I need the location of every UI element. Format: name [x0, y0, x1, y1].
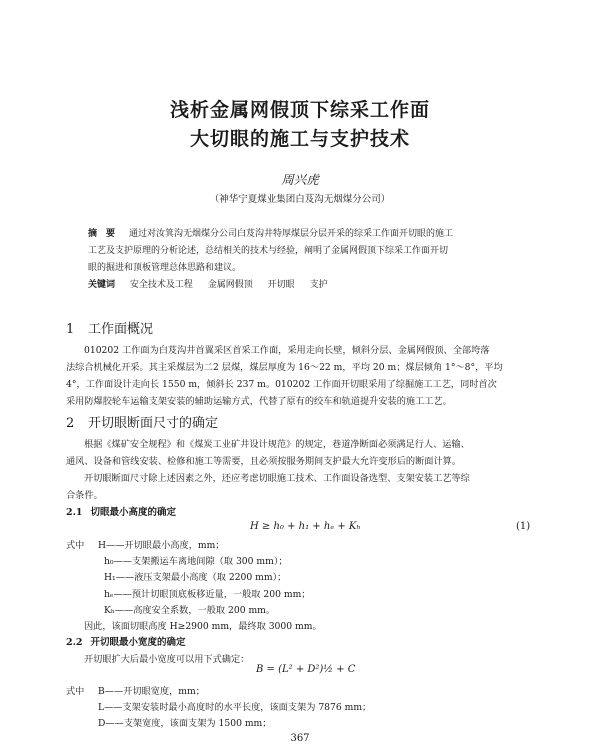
section2-p1-line2: 通风、设备和管线安装、检修和施工等需要，且必须按服务期间支护最大允许变形后的断面计算。 — [66, 456, 462, 467]
abstract-line2: 工艺及支护原理的分析论述，总结相关的技术与经验，阐明了金属网假顶下综采工作面开切 — [88, 246, 449, 256]
section-2-heading — [66, 412, 218, 431]
keywords-line — [88, 277, 528, 294]
abstract-label: 摘 要 — [88, 229, 116, 239]
variable-definition: D——支架宽度，该面支架为 1500 mm； — [98, 718, 272, 729]
keyword-item: 支护 — [309, 280, 328, 290]
section-number: 2 — [66, 416, 75, 431]
equation-2: B = (L² + D²)½ + C — [256, 664, 356, 675]
abstract-line3: 眼的掘进和顶板管理总体思路和建议。 — [88, 263, 242, 273]
intro-text: 开切眼扩大后最小宽度可以用下式确定： — [84, 654, 250, 665]
page-number: 367 — [290, 733, 310, 744]
variable-definition: H₁——液压支架最小高度（取 2200 mm）； — [104, 572, 287, 583]
subsection-title: 开切眼最小宽度的确定 — [90, 637, 186, 648]
variable-definition: L——支架安装时最小高度时的水平长度，该面支架为 7876 mm； — [98, 702, 372, 713]
keyword-item: 开切眼 — [267, 280, 295, 290]
where-label: 式中 — [66, 540, 85, 551]
where-label: 式中 — [66, 686, 85, 697]
section2-p1-line1: 根据《煤矿安全规程》和《煤炭工业矿井设计规范》的规定，巷道净断面必须满足行人、运输、 — [84, 439, 470, 450]
section-title: 工作面概况 — [88, 322, 154, 337]
subsection-title: 切眼最小高度的确定 — [90, 507, 177, 518]
section-1-heading — [66, 318, 153, 337]
section1-line1: 010202 工作面为白芨沟井首翼采区首采工作面，采用走向长壁，倾斜分层、金属网假顶、全部垮落 — [84, 345, 490, 356]
abstract-line1 — [88, 226, 528, 243]
subsection-number: 2.2 — [66, 637, 83, 648]
equation-number: (1) — [516, 521, 531, 532]
affiliation: （神华宁夏煤业集团白芨沟无烟煤分公司） — [209, 194, 391, 205]
author-name: 周兴虎 — [281, 172, 319, 187]
keyword-item: 安全技术及工程 — [129, 280, 193, 290]
variable-definition: h₀——支架搬运车离地间隙（取 300 mm）； — [104, 556, 288, 567]
variable-definition: hₑ——预计切眼顶底板移近量，一般取 200 mm； — [104, 589, 311, 600]
section-number: 1 — [66, 322, 75, 337]
variable-definition: B——开切眼宽度，mm； — [98, 686, 205, 697]
section1-line2: 法综合机械化开采。其主采煤层为二2 层煤，煤层厚度为 16～22 m，平均 20 m；煤层倾角 1°～8°，平均 — [66, 362, 503, 373]
conclusion-text: 因此，该面切眼高度 H≥2900 mm，最终取 3000 mm。 — [84, 621, 322, 632]
section1-line4: 采用防爆胶轮车运输支架安装的辅助运输方式，代替了原有的绞车和轨道提升安装的施工工艺。 — [66, 396, 452, 407]
equation-1: H ≥ h₀ + h₁ + hₑ + Kₕ — [250, 521, 361, 532]
section-title: 开切眼断面尺寸的确定 — [88, 416, 219, 431]
paper-title-line2: 大切眼的施工与支护技术 — [189, 128, 410, 150]
variable-definition: Kₕ——高度安全系数，一般取 200 mm。 — [104, 605, 276, 616]
subsection-2-2-heading — [66, 634, 186, 648]
section2-p2-line1: 开切眼断面尺寸除上述因素之外，还应考虑切眼施工技术、工作面设备选型、支架安装工艺等综 — [84, 473, 470, 484]
keywords-label: 关键词 — [88, 280, 116, 290]
section1-line3: 4°，工作面设计走向长 1550 m，倾斜长 237 m。010202 工作面开切眼采用了综掘施工工艺，同时首次 — [66, 379, 497, 390]
variable-definition: H——开切眼最小高度，mm； — [98, 540, 225, 551]
paper-title-line1: 浅析金属网假顶下综采工作面 — [169, 99, 430, 121]
subsection-number: 2.1 — [66, 507, 83, 518]
keyword-item: 金属网假顶 — [207, 280, 253, 290]
abstract-text-1: 通过对汝箕沟无烟煤分公司白芨沟井特厚煤层分层开采的综采工作面开切眼的施工 — [129, 229, 454, 239]
section2-p2-line2: 合条件。 — [66, 490, 103, 501]
subsection-2-1-heading — [66, 504, 176, 518]
